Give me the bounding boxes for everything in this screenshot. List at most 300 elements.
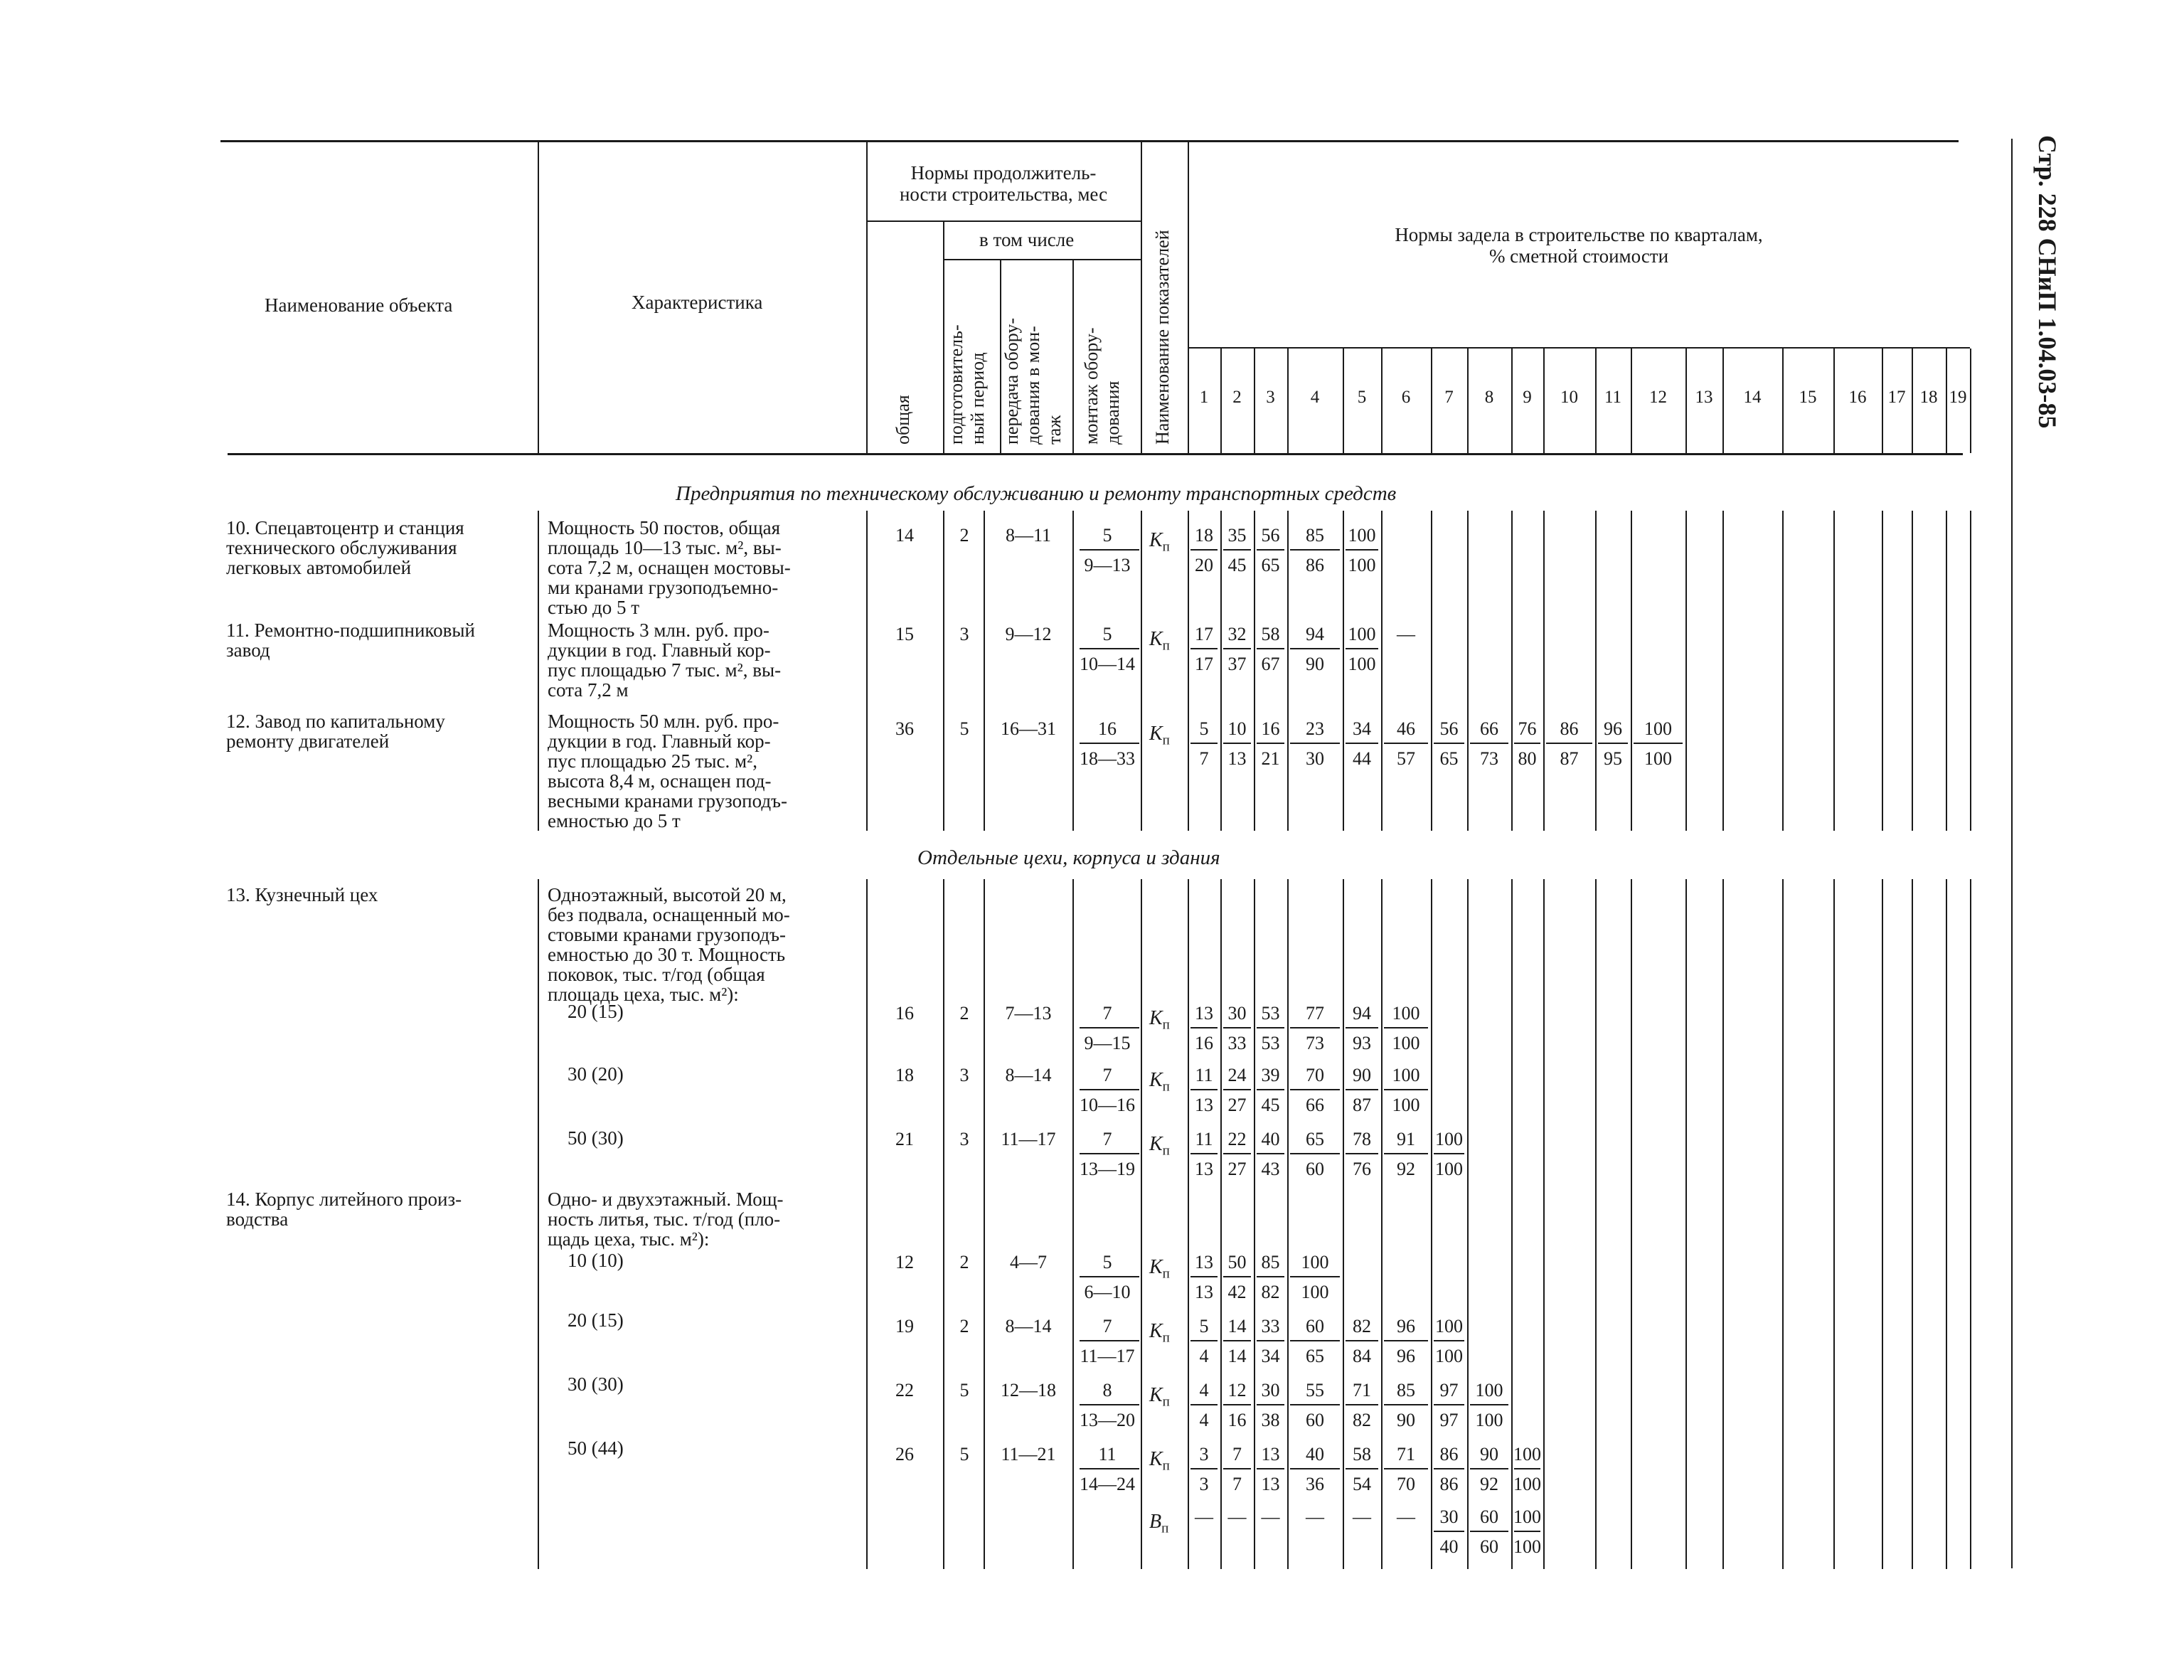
quarter-value-bottom: 97 [1439, 1410, 1459, 1430]
row-mount-bottom: 18—33 [1080, 748, 1135, 769]
value-fraction-bar [1434, 1404, 1464, 1405]
quarter-divider [1595, 879, 1597, 1569]
quarter-value-top: 35 [1227, 525, 1247, 546]
indicator-k: $К_п$ [1149, 1448, 1170, 1474]
header-divider [1072, 260, 1074, 453]
right-rule [2011, 139, 2013, 1568]
object-name [226, 1189, 462, 1229]
quarter-divider [1511, 511, 1513, 831]
quarter-number: 19 [1949, 388, 1967, 407]
quarter-divider [1543, 879, 1545, 1569]
quarter-value-top: 10 [1227, 718, 1247, 739]
mount-fraction-bar [1080, 1404, 1139, 1405]
row-total: 22 [895, 1380, 914, 1400]
object-characteristic [548, 620, 781, 700]
quarter-value-bottom: 100 [1513, 1536, 1541, 1557]
header-divider [866, 142, 868, 453]
quarter-divider [1946, 511, 1947, 831]
char-line: сота 7,2 м, оснащен мостовы- [548, 557, 791, 578]
quarter-value-bottom: 86 [1439, 1474, 1459, 1494]
value-fraction-bar [1190, 1153, 1218, 1154]
value-fraction-bar [1434, 1468, 1464, 1469]
mount-fraction-bar [1080, 743, 1139, 744]
value-fraction-bar [1514, 743, 1540, 744]
row-prep: 5 [959, 1444, 969, 1464]
quarter-divider [1254, 879, 1255, 1569]
quarter-value-bottom: 16 [1227, 1410, 1247, 1430]
header-subrule [943, 259, 1141, 260]
indicator-sub: п [1162, 1458, 1170, 1474]
quarter-value-top: 11 [1195, 1129, 1213, 1149]
value-fraction-bar [1346, 1340, 1378, 1341]
row-mount-bottom: 13—19 [1080, 1159, 1135, 1179]
value-fraction-bar [1257, 1027, 1284, 1028]
quarter-number: 6 [1401, 388, 1411, 407]
quarter-divider [1381, 349, 1383, 453]
col-mount-line: дования [1102, 381, 1123, 445]
value-fraction-bar [1223, 1340, 1251, 1341]
quarter-value-bottom: 27 [1227, 1095, 1247, 1115]
mount-fraction-bar [1080, 1027, 1139, 1028]
char-line: ность литья, тыс. т/год (пло- [548, 1208, 781, 1230]
quarter-value-top: 56 [1439, 718, 1459, 739]
mount-fraction-bar [1080, 1089, 1139, 1090]
quarter-value-top: 11 [1195, 1065, 1213, 1085]
row-mount-top: 11 [1098, 1444, 1117, 1464]
header-bottom-rule [228, 453, 1963, 455]
quarter-value-top: — [1397, 624, 1415, 644]
quarter-value-bottom: 20 [1195, 555, 1213, 575]
quarter-value-top: 76 [1518, 718, 1537, 739]
row-prep: 2 [959, 1003, 969, 1024]
col-name-header: Наименование объекта [265, 294, 453, 316]
row-mount-top: 5 [1102, 525, 1112, 546]
row-prep: 2 [959, 1316, 969, 1336]
quarter-number: 4 [1310, 388, 1320, 407]
quarter-value-top: 60 [1306, 1316, 1324, 1336]
value-fraction-bar [1190, 743, 1218, 744]
row-transfer: 11—17 [1001, 1129, 1056, 1149]
row-prep: 2 [959, 525, 969, 546]
quarter-number: 5 [1357, 388, 1367, 407]
quarter-value-top: 30 [1261, 1380, 1280, 1400]
col-indicator-header: Наименование показателей [1152, 230, 1173, 445]
quarter-value-top: — [1261, 1506, 1280, 1527]
quarter-value-bottom: 90 [1397, 1410, 1415, 1430]
quarter-divider [1782, 511, 1784, 831]
quarter-number: 7 [1444, 388, 1454, 407]
quarter-value-bottom: 92 [1397, 1159, 1415, 1179]
value-fraction-bar [1190, 1340, 1218, 1341]
quarter-value-bottom: 34 [1261, 1346, 1280, 1366]
quarter-value-bottom: 13 [1195, 1282, 1213, 1302]
char-line: щадь цеха, тыс. м²): [548, 1228, 710, 1250]
quarter-value-top: 16 [1261, 718, 1280, 739]
quarter-number: 1 [1199, 388, 1209, 407]
value-fraction-bar [1346, 1468, 1378, 1469]
quarter-value-top: 34 [1353, 718, 1371, 739]
quarter-value-bottom: 87 [1353, 1095, 1371, 1115]
quarter-divider [1912, 349, 1913, 453]
in-that-number-header: в том числе [979, 229, 1075, 250]
quarter-value-bottom: 30 [1306, 748, 1324, 769]
value-fraction-bar [1257, 1468, 1284, 1469]
mount-fraction-bar [1080, 648, 1139, 649]
quarter-value-bottom: 36 [1306, 1474, 1324, 1494]
col-transfer-line: дования в мон- [1023, 326, 1043, 445]
body-divider-indicator [1141, 511, 1142, 831]
quarter-divider [1722, 879, 1724, 1569]
quarter-value-top: 90 [1480, 1444, 1498, 1464]
value-fraction-bar [1190, 1276, 1218, 1277]
body-divider-prep [943, 879, 944, 1569]
object-characteristic [548, 885, 790, 1004]
row-total: 21 [895, 1129, 914, 1149]
quarter-value-top: 66 [1480, 718, 1498, 739]
value-fraction-bar [1634, 743, 1683, 744]
quarter-value-top: 71 [1397, 1444, 1415, 1464]
row-subtitle: 10 (10) [568, 1250, 624, 1271]
quarter-value-top: 77 [1306, 1003, 1324, 1024]
quarter-value-bottom: 13 [1227, 748, 1247, 769]
quarter-divider [1782, 879, 1784, 1569]
quarter-value-bottom: 95 [1604, 748, 1622, 769]
quarter-value-bottom: 86 [1306, 555, 1324, 575]
quarter-divider [1833, 349, 1835, 453]
quarter-value-bottom: 17 [1195, 654, 1213, 674]
indicator-v: $В_п$ [1149, 1511, 1169, 1536]
value-fraction-bar [1290, 1340, 1340, 1341]
header-divider [538, 142, 539, 453]
quarter-divider [1833, 511, 1835, 831]
value-fraction-bar [1514, 1468, 1540, 1469]
indicator-sub: п [1162, 733, 1170, 748]
row-total: 36 [895, 718, 914, 739]
quarter-number: 2 [1232, 388, 1242, 407]
quarter-value-top: 94 [1306, 624, 1324, 644]
header-subrule [1188, 347, 1970, 349]
quarter-value-top: 12 [1227, 1380, 1247, 1400]
row-transfer: 12—18 [1001, 1380, 1056, 1400]
char-line: стовыми кранами грузоподъ- [548, 924, 787, 945]
col-total-header: общая [893, 395, 913, 445]
quarter-value-top: 85 [1306, 525, 1324, 546]
object-name-line: ремонту двигателей [226, 730, 390, 752]
quarter-number: 17 [1887, 388, 1906, 407]
row-mount-bottom: 10—16 [1080, 1095, 1135, 1115]
char-line: Мощность 50 млн. руб. про- [548, 711, 779, 732]
quarter-divider [1833, 879, 1835, 1569]
quarter-value-bottom: 40 [1439, 1536, 1459, 1557]
quarter-divider [1381, 511, 1383, 831]
char-line: емностью до 5 т [548, 810, 681, 831]
row-mount-bottom: 9—15 [1084, 1033, 1131, 1053]
quarter-value-top: 40 [1306, 1444, 1324, 1464]
col-prep-line: подготовитель- [946, 324, 966, 445]
value-fraction-bar [1257, 743, 1284, 744]
row-mount-top: 5 [1102, 1252, 1112, 1272]
indicator-k: $К_п$ [1149, 1133, 1170, 1159]
quarter-value-top: 86 [1439, 1444, 1459, 1464]
quarter-value-bottom: 7 [1199, 748, 1209, 769]
mount-fraction-bar [1080, 549, 1139, 551]
quarter-value-bottom: 65 [1261, 555, 1280, 575]
quarter-value-bottom: 4 [1199, 1410, 1209, 1430]
indicator-sub: п [1162, 1079, 1170, 1095]
quarter-value-top: 78 [1353, 1129, 1371, 1149]
row-mount-bottom: 11—17 [1080, 1346, 1135, 1366]
value-fraction-bar [1190, 1089, 1218, 1090]
body-divider-indicator [1141, 879, 1142, 1569]
row-mount-bottom: 10—14 [1080, 654, 1135, 674]
char-line: пус площадью 7 тыс. м², вы- [548, 659, 782, 681]
quarter-number: 11 [1604, 388, 1622, 407]
quarter-value-bottom: 100 [1348, 654, 1376, 674]
char-line: Одно- и двухэтажный. Мощ- [548, 1189, 784, 1210]
quarter-divider [1511, 349, 1513, 453]
value-fraction-bar [1434, 743, 1464, 744]
value-fraction-bar [1257, 1153, 1284, 1154]
value-fraction-bar [1190, 549, 1218, 551]
object-name-line: легковых автомобилей [226, 557, 412, 578]
row-mount-top: 7 [1102, 1129, 1112, 1149]
body-divider-prep [943, 511, 944, 831]
quarter-value-top: 13 [1195, 1252, 1213, 1272]
char-line: дукции в год. Главный кор- [548, 639, 771, 661]
value-fraction-bar [1290, 1468, 1340, 1469]
object-name-line: 12. Завод по капитальному [226, 711, 445, 732]
value-fraction-bar [1190, 1027, 1218, 1028]
quarter-value-top: 70 [1306, 1065, 1324, 1085]
indicator-k: $К_п$ [1149, 1007, 1170, 1033]
row-transfer: 11—21 [1001, 1444, 1056, 1464]
col-mount-header [1081, 327, 1124, 445]
header-divider [943, 222, 944, 453]
mount-fraction-bar [1080, 1276, 1139, 1277]
quarter-value-top: 58 [1353, 1444, 1371, 1464]
quarter-divider [1722, 349, 1724, 453]
indicator-k: $К_п$ [1149, 1320, 1170, 1346]
quarter-value-top: 100 [1348, 525, 1376, 546]
indicator-sub: п [1162, 638, 1170, 654]
quarter-divider [1970, 349, 1971, 453]
value-fraction-bar [1223, 549, 1251, 551]
char-line: весными кранами грузоподъ- [548, 790, 788, 812]
indicator-k: $К_п$ [1149, 723, 1170, 748]
quarter-value-bottom: 100 [1348, 555, 1376, 575]
quarter-value-top: 55 [1306, 1380, 1324, 1400]
quarter-divider [1467, 349, 1469, 453]
quarter-value-top: 30 [1439, 1506, 1459, 1527]
mount-fraction-bar [1080, 1468, 1139, 1469]
quarter-value-top: 71 [1353, 1380, 1371, 1400]
value-fraction-bar [1190, 1404, 1218, 1405]
value-fraction-bar [1290, 648, 1340, 649]
quarter-value-top: 82 [1353, 1316, 1371, 1336]
row-transfer: 9—12 [1005, 624, 1052, 644]
quarter-value-top: 7 [1232, 1444, 1242, 1464]
value-fraction-bar [1470, 743, 1508, 744]
quarter-value-top: 100 [1435, 1129, 1463, 1149]
quarter-value-bottom: 67 [1261, 654, 1280, 674]
quarter-divider [1381, 879, 1383, 1569]
quarter-value-bottom: 66 [1306, 1095, 1324, 1115]
quarter-value-bottom: 60 [1306, 1410, 1324, 1430]
quarter-value-bottom: 14 [1227, 1346, 1247, 1366]
quarter-value-top: 96 [1397, 1316, 1415, 1336]
row-prep: 5 [959, 1380, 969, 1400]
value-fraction-bar [1470, 1468, 1508, 1469]
quarter-value-top: 100 [1513, 1506, 1541, 1527]
object-name [226, 711, 445, 751]
quarter-number: 12 [1649, 388, 1667, 407]
quarter-value-top: 85 [1397, 1380, 1415, 1400]
quarter-value-top: 65 [1306, 1129, 1324, 1149]
value-fraction-bar [1384, 743, 1428, 744]
quarter-number: 13 [1695, 388, 1713, 407]
indicator-k: $К_п$ [1149, 1384, 1170, 1410]
row-total: 14 [895, 525, 914, 546]
duration-group-header [871, 162, 1136, 205]
body-divider-mount [1072, 879, 1074, 1569]
row-total: 19 [895, 1316, 914, 1336]
object-name-line: 14. Корпус литейного произ- [226, 1189, 462, 1210]
value-fraction-bar [1384, 1089, 1428, 1090]
mount-fraction-bar [1080, 1153, 1139, 1154]
quarter-value-bottom: 4 [1199, 1346, 1209, 1366]
row-mount-top: 8 [1102, 1380, 1112, 1400]
value-fraction-bar [1223, 1153, 1251, 1154]
indicator-sub: п [1162, 1330, 1170, 1346]
char-line: ми кранами грузоподъемно- [548, 577, 779, 598]
quarter-number: 8 [1484, 388, 1494, 407]
quarter-value-top: 40 [1261, 1129, 1280, 1149]
value-fraction-bar [1598, 743, 1628, 744]
quarter-number: 10 [1560, 388, 1578, 407]
row-total: 15 [895, 624, 914, 644]
quarter-value-top: 17 [1195, 624, 1213, 644]
header-divider [1141, 142, 1142, 453]
quarter-value-top: 100 [1475, 1380, 1503, 1400]
quarter-value-bottom: 16 [1195, 1033, 1213, 1053]
value-fraction-bar [1384, 1340, 1428, 1341]
quarter-divider [1343, 879, 1344, 1569]
object-name-line: водства [226, 1208, 289, 1230]
indicator-sub: п [1162, 1017, 1170, 1033]
section-caption: Отдельные цехи, корпуса и здания [917, 846, 1220, 869]
quarter-divider [1970, 879, 1971, 1569]
quarter-value-top: 22 [1227, 1129, 1247, 1149]
value-fraction-bar [1470, 1404, 1508, 1405]
section-caption: Предприятия по техническому обслуживанию и ремонту транспортных средств [676, 482, 1397, 505]
quarter-value-bottom: 37 [1227, 654, 1247, 674]
body-divider-values [1188, 879, 1189, 1569]
row-subtitle: 30 (20) [568, 1063, 624, 1085]
quarter-value-bottom: 100 [1301, 1282, 1329, 1302]
char-line: емностью до 30 т. Мощность [548, 944, 786, 965]
quarter-value-bottom: 93 [1353, 1033, 1371, 1053]
value-fraction-bar [1290, 1027, 1340, 1028]
duration-group-line: ности строительства, мес [899, 184, 1108, 205]
object-name-line: 10. Спецавтоцентр и станция [226, 517, 464, 538]
indicator-k: $К_п$ [1149, 1256, 1170, 1282]
quarter-divider [1467, 879, 1469, 1569]
quarter-value-bottom: 100 [1435, 1159, 1463, 1179]
value-fraction-bar [1257, 1276, 1284, 1277]
char-line: Мощность 50 постов, общая [548, 517, 781, 538]
indicator-k: $К_п$ [1149, 529, 1170, 555]
row-transfer: 8—14 [1005, 1065, 1052, 1085]
indicator-sub: п [1162, 1266, 1170, 1282]
quarter-divider [1467, 511, 1469, 831]
quarter-value-bottom: 100 [1475, 1410, 1503, 1430]
value-fraction-bar [1223, 1089, 1251, 1090]
quarter-value-bottom: 76 [1353, 1159, 1371, 1179]
row-mount-top: 7 [1102, 1316, 1112, 1336]
value-fraction-bar [1290, 549, 1340, 551]
char-line: Мощность 3 млн. руб. про- [548, 620, 769, 641]
row-mount-bottom: 6—10 [1084, 1282, 1131, 1302]
object-characteristic [548, 518, 791, 617]
quarter-value-bottom: 92 [1480, 1474, 1498, 1494]
object-characteristic [548, 711, 787, 831]
quarter-divider [1882, 349, 1883, 453]
quarter-divider [1287, 879, 1289, 1569]
value-fraction-bar [1346, 648, 1378, 649]
quarter-divider [1631, 349, 1632, 453]
value-fraction-bar [1257, 1089, 1284, 1090]
value-fraction-bar [1290, 1153, 1340, 1154]
quarter-value-top: 100 [1392, 1003, 1420, 1024]
quarter-value-bottom: 65 [1439, 748, 1459, 769]
value-fraction-bar [1346, 1153, 1378, 1154]
quarter-value-bottom: 43 [1261, 1159, 1280, 1179]
value-fraction-bar [1257, 648, 1284, 649]
quarter-divider [1431, 879, 1432, 1569]
quarter-value-top: 94 [1353, 1003, 1371, 1024]
quarter-value-bottom: 100 [1435, 1346, 1463, 1366]
quarter-value-bottom: 100 [1392, 1095, 1420, 1115]
row-transfer: 8—11 [1005, 525, 1052, 546]
quarter-divider [1511, 879, 1513, 1569]
quarter-value-top: 100 [1348, 624, 1376, 644]
quarter-value-bottom: 3 [1199, 1474, 1209, 1494]
row-transfer: 4—7 [1010, 1252, 1047, 1272]
row-mount-top: 5 [1102, 624, 1112, 644]
col-char-header: Характеристика [632, 292, 763, 313]
quarter-divider [1631, 879, 1632, 1569]
row-mount-top: 7 [1102, 1003, 1112, 1024]
indicator-k: $К_п$ [1149, 1069, 1170, 1095]
quarter-divider [1543, 349, 1545, 453]
backlog-group-header [1266, 224, 1892, 267]
row-transfer: 7—13 [1005, 1003, 1052, 1024]
value-fraction-bar [1223, 1276, 1251, 1277]
value-fraction-bar [1257, 549, 1284, 551]
row-mount-top: 16 [1098, 718, 1117, 739]
backlog-group-line: Нормы задела в строительстве по кварталам, [1395, 224, 1763, 245]
char-line: стью до 5 т [548, 597, 640, 618]
value-fraction-bar [1514, 1531, 1540, 1532]
quarter-divider [1685, 511, 1687, 831]
quarter-value-bottom: 90 [1306, 654, 1324, 674]
value-fraction-bar [1346, 743, 1378, 744]
value-fraction-bar [1223, 743, 1251, 744]
quarter-value-bottom: 13 [1261, 1474, 1280, 1494]
value-fraction-bar [1223, 1404, 1251, 1405]
quarter-value-top: 58 [1261, 624, 1280, 644]
quarter-value-bottom: 13 [1195, 1159, 1213, 1179]
